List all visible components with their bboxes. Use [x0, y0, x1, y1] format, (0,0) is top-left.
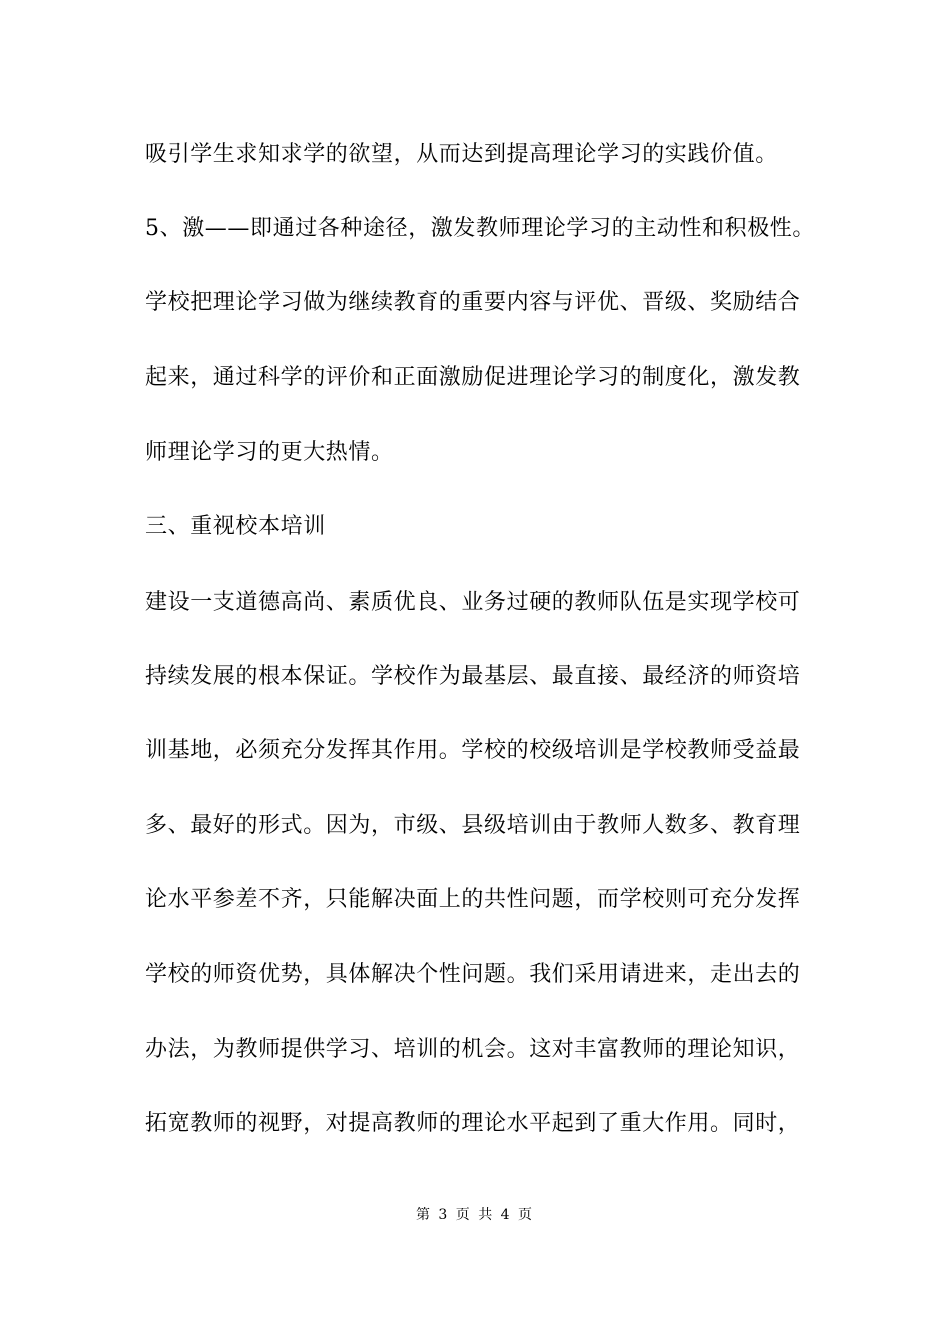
paragraph-line: 学校的师资优势，具体解决个性问题。我们采用请进来，走出去的: [145, 962, 801, 987]
paragraph-line: 5、激——即通过各种途径，激发教师理论学习的主动性和积极性。: [145, 216, 815, 241]
paragraph-line: 吸引学生求知求学的欲望，从而达到提高理论学习的实践价值。: [145, 142, 778, 167]
page-number-footer: 第 3 页 共 4 页: [415, 1207, 535, 1223]
paragraph-line: 办法，为教师提供学习、培训的机会。这对丰富教师的理论知识，: [145, 1037, 801, 1062]
paragraph-line: 拓宽教师的视野，对提高教师的理论水平起到了重大作用。同时，: [145, 1111, 801, 1136]
paragraph-line: 起来，通过科学的评价和正面激励促进理论学习的制度化，激发教: [145, 365, 801, 390]
paragraph-line: 学校把理论学习做为继续教育的重要内容与评优、晋级、奖励结合: [145, 290, 801, 315]
section-heading: 三、重视校本培训: [145, 514, 326, 539]
paragraph-line: 师理论学习的更大热情。: [145, 440, 394, 465]
paragraph-line: 训基地，必须充分发挥其作用。学校的校级培训是学校教师受益最: [145, 738, 801, 763]
paragraph-line: 建设一支道德高尚、素质优良、业务过硬的教师队伍是实现学校可: [145, 590, 801, 615]
paragraph-line: 多、最好的形式。因为，市级、县级培训由于教师人数多、教育理: [145, 813, 801, 838]
paragraph-line: 持续发展的根本保证。学校作为最基层、最直接、最经济的师资培: [145, 664, 801, 689]
paragraph-line: 论水平参差不齐，只能解决面上的共性问题，而学校则可充分发挥: [145, 887, 801, 912]
